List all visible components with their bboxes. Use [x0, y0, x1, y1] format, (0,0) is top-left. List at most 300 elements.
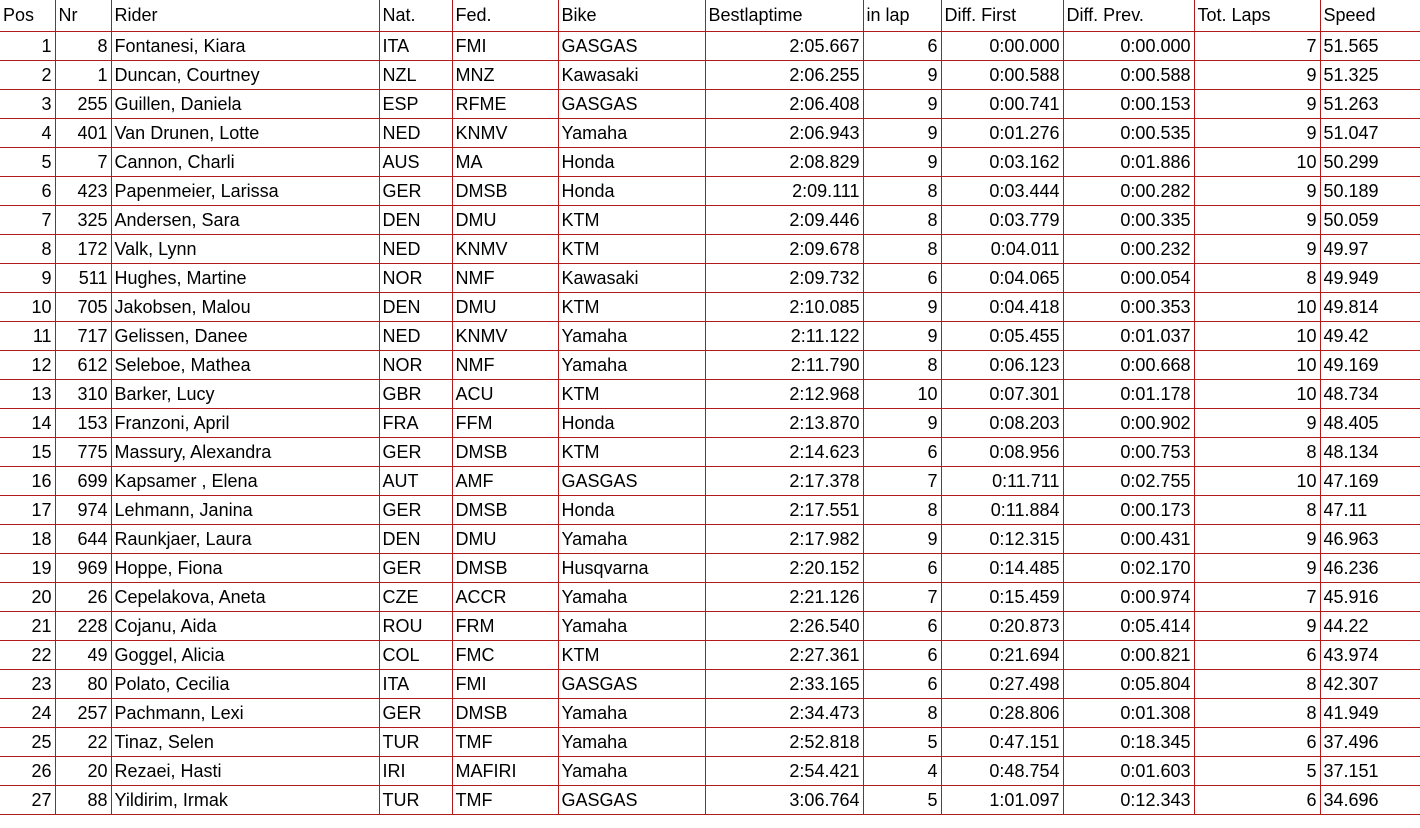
cell-diff-first: 0:15.459 — [941, 582, 1063, 611]
cell-diff-first: 0:01.276 — [941, 118, 1063, 147]
cell-speed: 41.949 — [1320, 698, 1420, 727]
cell-bestlaptime: 2:21.126 — [705, 582, 863, 611]
cell-bike: GASGAS — [558, 31, 705, 60]
cell-diff-prev: 0:02.755 — [1063, 466, 1194, 495]
cell-pos: 8 — [0, 234, 55, 263]
cell-nr: 7 — [55, 147, 111, 176]
cell-pos: 2 — [0, 60, 55, 89]
cell-diff-prev: 0:00.753 — [1063, 437, 1194, 466]
cell-diff-prev: 0:00.282 — [1063, 176, 1194, 205]
cell-bike: KTM — [558, 205, 705, 234]
cell-pos: 5 — [0, 147, 55, 176]
cell-bike: GASGAS — [558, 669, 705, 698]
cell-bike: Kawasaki — [558, 60, 705, 89]
cell-speed: 34.696 — [1320, 785, 1420, 814]
cell-nr: 423 — [55, 176, 111, 205]
cell-speed: 48.405 — [1320, 408, 1420, 437]
cell-in-lap: 9 — [863, 524, 941, 553]
cell-rider: Rezaei, Hasti — [111, 756, 379, 785]
table-row — [0, 466, 1420, 495]
cell-bestlaptime: 2:11.790 — [705, 350, 863, 379]
cell-bike: Yamaha — [558, 611, 705, 640]
cell-pos: 26 — [0, 756, 55, 785]
cell-tot-laps: 9 — [1194, 205, 1320, 234]
cell-fed: KNMV — [452, 321, 558, 350]
cell-diff-prev: 0:00.000 — [1063, 31, 1194, 60]
cell-tot-laps: 6 — [1194, 785, 1320, 814]
cell-in-lap: 6 — [863, 640, 941, 669]
cell-fed: FMI — [452, 31, 558, 60]
cell-speed: 37.496 — [1320, 727, 1420, 756]
cell-rider: Goggel, Alicia — [111, 640, 379, 669]
cell-nr: 22 — [55, 727, 111, 756]
cell-nat: DEN — [379, 524, 452, 553]
cell-pos: 18 — [0, 524, 55, 553]
col-header-bestlaptime[interactable]: Bestlaptime — [705, 0, 863, 31]
cell-diff-prev: 0:00.335 — [1063, 205, 1194, 234]
cell-pos: 25 — [0, 727, 55, 756]
cell-nat: CZE — [379, 582, 452, 611]
cell-diff-first: 0:14.485 — [941, 553, 1063, 582]
cell-bike: GASGAS — [558, 785, 705, 814]
cell-in-lap: 5 — [863, 785, 941, 814]
cell-diff-first: 0:05.455 — [941, 321, 1063, 350]
cell-diff-first: 0:03.444 — [941, 176, 1063, 205]
cell-nr: 705 — [55, 292, 111, 321]
col-header-fed[interactable]: Fed. — [452, 0, 558, 31]
cell-tot-laps: 5 — [1194, 756, 1320, 785]
table-row — [0, 292, 1420, 321]
cell-tot-laps: 10 — [1194, 379, 1320, 408]
cell-diff-first: 0:21.694 — [941, 640, 1063, 669]
cell-diff-prev: 0:00.431 — [1063, 524, 1194, 553]
results-body — [0, 31, 1420, 814]
cell-tot-laps: 9 — [1194, 118, 1320, 147]
cell-nr: 644 — [55, 524, 111, 553]
cell-bestlaptime: 2:17.378 — [705, 466, 863, 495]
table-row — [0, 553, 1420, 582]
cell-in-lap: 9 — [863, 89, 941, 118]
cell-bike: KTM — [558, 437, 705, 466]
table-row — [0, 582, 1420, 611]
cell-rider: Cepelakova, Aneta — [111, 582, 379, 611]
cell-nr: 228 — [55, 611, 111, 640]
cell-bike: Honda — [558, 408, 705, 437]
col-header-diff-prev[interactable]: Diff. Prev. — [1063, 0, 1194, 31]
cell-fed: DMU — [452, 292, 558, 321]
cell-diff-prev: 0:00.535 — [1063, 118, 1194, 147]
cell-bike: KTM — [558, 640, 705, 669]
cell-fed: KNMV — [452, 234, 558, 263]
cell-diff-prev: 0:00.588 — [1063, 60, 1194, 89]
cell-speed: 49.42 — [1320, 321, 1420, 350]
cell-nat: GER — [379, 437, 452, 466]
cell-nr: 612 — [55, 350, 111, 379]
cell-nat: DEN — [379, 292, 452, 321]
cell-diff-prev: 0:00.153 — [1063, 89, 1194, 118]
cell-diff-first: 0:20.873 — [941, 611, 1063, 640]
cell-fed: DMSB — [452, 437, 558, 466]
cell-bike: GASGAS — [558, 89, 705, 118]
cell-tot-laps: 7 — [1194, 31, 1320, 60]
cell-pos: 1 — [0, 31, 55, 60]
cell-diff-first: 0:07.301 — [941, 379, 1063, 408]
cell-fed: ACCR — [452, 582, 558, 611]
cell-nr: 153 — [55, 408, 111, 437]
cell-nat: NED — [379, 234, 452, 263]
col-header-bike[interactable]: Bike — [558, 0, 705, 31]
cell-bestlaptime: 3:06.764 — [705, 785, 863, 814]
cell-tot-laps: 9 — [1194, 408, 1320, 437]
cell-fed: FMI — [452, 669, 558, 698]
table-row — [0, 495, 1420, 524]
cell-nat: GER — [379, 176, 452, 205]
cell-fed: KNMV — [452, 118, 558, 147]
cell-in-lap: 6 — [863, 31, 941, 60]
cell-fed: FMC — [452, 640, 558, 669]
cell-pos: 7 — [0, 205, 55, 234]
cell-bike: Honda — [558, 176, 705, 205]
cell-bestlaptime: 2:52.818 — [705, 727, 863, 756]
cell-speed: 49.169 — [1320, 350, 1420, 379]
cell-nr: 80 — [55, 669, 111, 698]
cell-nat: ESP — [379, 89, 452, 118]
cell-fed: MAFIRI — [452, 756, 558, 785]
cell-rider: Andersen, Sara — [111, 205, 379, 234]
cell-diff-prev: 0:00.054 — [1063, 263, 1194, 292]
cell-diff-prev: 0:02.170 — [1063, 553, 1194, 582]
cell-speed: 48.134 — [1320, 437, 1420, 466]
cell-nr: 20 — [55, 756, 111, 785]
cell-tot-laps: 8 — [1194, 437, 1320, 466]
cell-bike: Kawasaki — [558, 263, 705, 292]
cell-rider: Jakobsen, Malou — [111, 292, 379, 321]
cell-in-lap: 8 — [863, 234, 941, 263]
cell-pos: 9 — [0, 263, 55, 292]
cell-nr: 699 — [55, 466, 111, 495]
cell-tot-laps: 9 — [1194, 611, 1320, 640]
cell-nr: 8 — [55, 31, 111, 60]
cell-diff-first: 0:28.806 — [941, 698, 1063, 727]
cell-bike: Yamaha — [558, 118, 705, 147]
cell-diff-first: 0:11.884 — [941, 495, 1063, 524]
cell-bestlaptime: 2:26.540 — [705, 611, 863, 640]
cell-diff-prev: 0:00.232 — [1063, 234, 1194, 263]
cell-diff-first: 0:04.065 — [941, 263, 1063, 292]
col-header-nat[interactable]: Nat. — [379, 0, 452, 31]
cell-diff-prev: 0:01.886 — [1063, 147, 1194, 176]
cell-speed: 46.236 — [1320, 553, 1420, 582]
cell-speed: 51.565 — [1320, 31, 1420, 60]
cell-diff-first: 0:00.000 — [941, 31, 1063, 60]
cell-tot-laps: 10 — [1194, 466, 1320, 495]
table-row — [0, 437, 1420, 466]
cell-rider: Kapsamer , Elena — [111, 466, 379, 495]
table-row — [0, 89, 1420, 118]
table-row — [0, 205, 1420, 234]
cell-diff-prev: 0:01.178 — [1063, 379, 1194, 408]
cell-bestlaptime: 2:12.968 — [705, 379, 863, 408]
cell-nat: DEN — [379, 205, 452, 234]
cell-bestlaptime: 2:09.678 — [705, 234, 863, 263]
cell-tot-laps: 9 — [1194, 176, 1320, 205]
cell-diff-prev: 0:01.603 — [1063, 756, 1194, 785]
cell-diff-prev: 0:00.353 — [1063, 292, 1194, 321]
cell-in-lap: 8 — [863, 698, 941, 727]
cell-fed: ACU — [452, 379, 558, 408]
cell-nat: GER — [379, 553, 452, 582]
cell-bestlaptime: 2:14.623 — [705, 437, 863, 466]
table-row — [0, 669, 1420, 698]
cell-nr: 172 — [55, 234, 111, 263]
cell-tot-laps: 10 — [1194, 292, 1320, 321]
cell-nat: GER — [379, 495, 452, 524]
cell-diff-first: 0:48.754 — [941, 756, 1063, 785]
table-row — [0, 321, 1420, 350]
table-row — [0, 524, 1420, 553]
cell-bestlaptime: 2:06.943 — [705, 118, 863, 147]
table-row — [0, 118, 1420, 147]
cell-in-lap: 10 — [863, 379, 941, 408]
cell-speed: 50.059 — [1320, 205, 1420, 234]
cell-speed: 45.916 — [1320, 582, 1420, 611]
cell-nr: 401 — [55, 118, 111, 147]
cell-nat: AUS — [379, 147, 452, 176]
cell-rider: Guillen, Daniela — [111, 89, 379, 118]
cell-fed: FFM — [452, 408, 558, 437]
cell-pos: 6 — [0, 176, 55, 205]
cell-speed: 47.169 — [1320, 466, 1420, 495]
cell-pos: 23 — [0, 669, 55, 698]
cell-in-lap: 6 — [863, 611, 941, 640]
cell-nat: GBR — [379, 379, 452, 408]
cell-pos: 4 — [0, 118, 55, 147]
cell-speed: 50.189 — [1320, 176, 1420, 205]
cell-bestlaptime: 2:05.667 — [705, 31, 863, 60]
cell-fed: NMF — [452, 350, 558, 379]
table-row — [0, 31, 1420, 60]
cell-rider: Hoppe, Fiona — [111, 553, 379, 582]
table-row — [0, 263, 1420, 292]
cell-nr: 775 — [55, 437, 111, 466]
col-header-speed[interactable]: Speed — [1320, 0, 1420, 31]
cell-bestlaptime: 2:08.829 — [705, 147, 863, 176]
cell-nat: ITA — [379, 669, 452, 698]
cell-nr: 325 — [55, 205, 111, 234]
col-header-in-lap[interactable]: in lap — [863, 0, 941, 31]
cell-in-lap: 9 — [863, 292, 941, 321]
cell-nat: NOR — [379, 350, 452, 379]
cell-pos: 14 — [0, 408, 55, 437]
cell-nr: 717 — [55, 321, 111, 350]
col-header-rider[interactable]: Rider — [111, 0, 379, 31]
cell-in-lap: 5 — [863, 727, 941, 756]
cell-rider: Papenmeier, Larissa — [111, 176, 379, 205]
cell-speed: 50.299 — [1320, 147, 1420, 176]
cell-nat: NOR — [379, 263, 452, 292]
header-row — [0, 0, 1420, 31]
cell-nr: 310 — [55, 379, 111, 408]
cell-diff-first: 0:04.418 — [941, 292, 1063, 321]
cell-speed: 46.963 — [1320, 524, 1420, 553]
table-row — [0, 379, 1420, 408]
cell-in-lap: 6 — [863, 437, 941, 466]
cell-bike: Husqvarna — [558, 553, 705, 582]
cell-pos: 27 — [0, 785, 55, 814]
col-header-diff-first[interactable]: Diff. First — [941, 0, 1063, 31]
cell-rider: Fontanesi, Kiara — [111, 31, 379, 60]
cell-diff-prev: 0:00.668 — [1063, 350, 1194, 379]
cell-rider: Raunkjaer, Laura — [111, 524, 379, 553]
cell-diff-first: 0:12.315 — [941, 524, 1063, 553]
table-row — [0, 147, 1420, 176]
table-row — [0, 756, 1420, 785]
cell-rider: Cojanu, Aida — [111, 611, 379, 640]
cell-fed: MNZ — [452, 60, 558, 89]
table-row — [0, 611, 1420, 640]
cell-bike: Yamaha — [558, 698, 705, 727]
cell-nr: 88 — [55, 785, 111, 814]
cell-bestlaptime: 2:13.870 — [705, 408, 863, 437]
cell-in-lap: 7 — [863, 466, 941, 495]
col-header-tot-laps[interactable]: Tot. Laps — [1194, 0, 1320, 31]
cell-rider: Barker, Lucy — [111, 379, 379, 408]
cell-fed: RFME — [452, 89, 558, 118]
cell-bestlaptime: 2:17.982 — [705, 524, 863, 553]
cell-bestlaptime: 2:06.408 — [705, 89, 863, 118]
cell-pos: 10 — [0, 292, 55, 321]
cell-fed: AMF — [452, 466, 558, 495]
cell-tot-laps: 8 — [1194, 669, 1320, 698]
cell-in-lap: 9 — [863, 147, 941, 176]
cell-speed: 51.325 — [1320, 60, 1420, 89]
cell-fed: DMU — [452, 524, 558, 553]
cell-diff-first: 0:08.203 — [941, 408, 1063, 437]
cell-diff-prev: 0:00.173 — [1063, 495, 1194, 524]
cell-bestlaptime: 2:09.111 — [705, 176, 863, 205]
cell-nr: 255 — [55, 89, 111, 118]
col-header-nr[interactable]: Nr — [55, 0, 111, 31]
table-row — [0, 727, 1420, 756]
cell-nat: NED — [379, 118, 452, 147]
cell-bike: KTM — [558, 234, 705, 263]
cell-nat: AUT — [379, 466, 452, 495]
cell-nr: 257 — [55, 698, 111, 727]
cell-pos: 20 — [0, 582, 55, 611]
cell-rider: Gelissen, Danee — [111, 321, 379, 350]
cell-nr: 26 — [55, 582, 111, 611]
table-row — [0, 785, 1420, 814]
cell-rider: Pachmann, Lexi — [111, 698, 379, 727]
table-row — [0, 408, 1420, 437]
cell-in-lap: 7 — [863, 582, 941, 611]
cell-rider: Duncan, Courtney — [111, 60, 379, 89]
cell-bestlaptime: 2:54.421 — [705, 756, 863, 785]
cell-tot-laps: 10 — [1194, 321, 1320, 350]
cell-pos: 15 — [0, 437, 55, 466]
col-header-pos[interactable]: Pos — [0, 0, 55, 31]
cell-rider: Polato, Cecilia — [111, 669, 379, 698]
cell-bike: Yamaha — [558, 321, 705, 350]
cell-fed: DMSB — [452, 698, 558, 727]
cell-rider: Seleboe, Mathea — [111, 350, 379, 379]
cell-rider: Massury, Alexandra — [111, 437, 379, 466]
cell-in-lap: 8 — [863, 350, 941, 379]
cell-nat: ITA — [379, 31, 452, 60]
cell-tot-laps: 7 — [1194, 582, 1320, 611]
cell-diff-prev: 0:12.343 — [1063, 785, 1194, 814]
cell-diff-prev: 0:01.308 — [1063, 698, 1194, 727]
table-row — [0, 60, 1420, 89]
cell-rider: Cannon, Charli — [111, 147, 379, 176]
cell-diff-first: 0:47.151 — [941, 727, 1063, 756]
cell-tot-laps: 9 — [1194, 89, 1320, 118]
table-row — [0, 640, 1420, 669]
cell-bike: Yamaha — [558, 524, 705, 553]
cell-in-lap: 8 — [863, 495, 941, 524]
cell-rider: Yildirim, Irmak — [111, 785, 379, 814]
cell-bestlaptime: 2:11.122 — [705, 321, 863, 350]
cell-fed: MA — [452, 147, 558, 176]
cell-bestlaptime: 2:27.361 — [705, 640, 863, 669]
cell-diff-prev: 0:18.345 — [1063, 727, 1194, 756]
cell-nr: 49 — [55, 640, 111, 669]
cell-in-lap: 6 — [863, 553, 941, 582]
cell-diff-prev: 0:01.037 — [1063, 321, 1194, 350]
cell-fed: TMF — [452, 727, 558, 756]
cell-fed: DMU — [452, 205, 558, 234]
cell-fed: FRM — [452, 611, 558, 640]
cell-nr: 1 — [55, 60, 111, 89]
cell-bestlaptime: 2:06.255 — [705, 60, 863, 89]
cell-speed: 42.307 — [1320, 669, 1420, 698]
cell-rider: Valk, Lynn — [111, 234, 379, 263]
cell-pos: 24 — [0, 698, 55, 727]
cell-nat: TUR — [379, 727, 452, 756]
cell-fed: DMSB — [452, 553, 558, 582]
cell-diff-first: 0:27.498 — [941, 669, 1063, 698]
cell-pos: 22 — [0, 640, 55, 669]
cell-diff-first: 0:06.123 — [941, 350, 1063, 379]
cell-bike: Yamaha — [558, 582, 705, 611]
cell-diff-first: 0:04.011 — [941, 234, 1063, 263]
cell-rider: Franzoni, April — [111, 408, 379, 437]
cell-rider: Van Drunen, Lotte — [111, 118, 379, 147]
cell-bike: Honda — [558, 147, 705, 176]
cell-speed: 51.047 — [1320, 118, 1420, 147]
cell-nr: 969 — [55, 553, 111, 582]
cell-speed: 49.814 — [1320, 292, 1420, 321]
cell-bike: Yamaha — [558, 350, 705, 379]
cell-tot-laps: 10 — [1194, 350, 1320, 379]
cell-nat: NED — [379, 321, 452, 350]
cell-tot-laps: 6 — [1194, 640, 1320, 669]
cell-tot-laps: 8 — [1194, 698, 1320, 727]
cell-fed: DMSB — [452, 176, 558, 205]
cell-bike: Yamaha — [558, 756, 705, 785]
cell-diff-first: 0:11.711 — [941, 466, 1063, 495]
cell-diff-first: 0:08.956 — [941, 437, 1063, 466]
cell-tot-laps: 6 — [1194, 727, 1320, 756]
cell-speed: 44.22 — [1320, 611, 1420, 640]
cell-bike: KTM — [558, 292, 705, 321]
cell-bestlaptime: 2:20.152 — [705, 553, 863, 582]
cell-diff-prev: 0:05.804 — [1063, 669, 1194, 698]
cell-rider: Hughes, Martine — [111, 263, 379, 292]
cell-pos: 12 — [0, 350, 55, 379]
cell-bestlaptime: 2:09.732 — [705, 263, 863, 292]
table-row — [0, 176, 1420, 205]
